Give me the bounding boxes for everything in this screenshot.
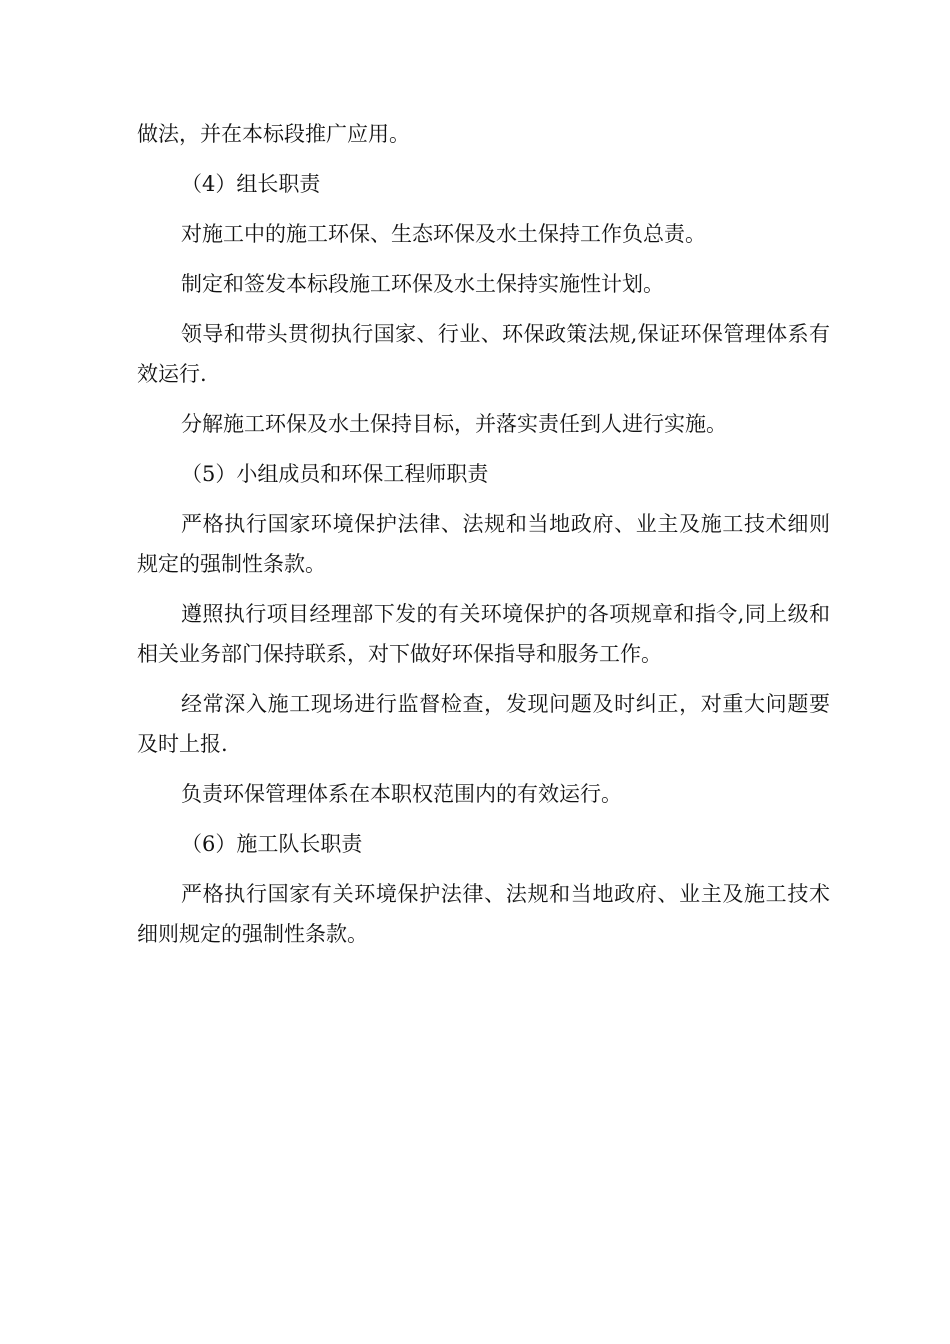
paragraph: 遵照执行项目经理部下发的有关环境保护的各项规章和指令,同上级和相关业务部门保持联系，对下做好环保指导和服务工作。 (137, 602, 830, 666)
paragraph-continuation: 做法，并在本标段推广应用。 (137, 122, 410, 146)
section-heading-4: （4）组长职责 (181, 172, 321, 196)
paragraph: 负责环保管理体系在本职权范围内的有效运行。 (181, 782, 622, 806)
section-heading-6: （6）施工队长职责 (181, 832, 363, 856)
paragraph: 严格执行国家有关环境保护法律、法规和当地政府、业主及施工技术细则规定的强制性条款。 (137, 882, 830, 946)
paragraph: 分解施工环保及水土保持目标，并落实责任到人进行实施。 (181, 412, 727, 436)
paragraph: 制定和签发本标段施工环保及水土保持实施性计划。 (181, 272, 664, 296)
section-heading-5: （5）小组成员和环保工程师职责 (181, 462, 489, 486)
paragraph: 经常深入施工现场进行监督检查，发现问题及时纠正，对重大问题要及时上报. (137, 692, 830, 756)
paragraph: 对施工中的施工环保、生态环保及水土保持工作负总责。 (181, 222, 706, 246)
paragraph: 领导和带头贯彻执行国家、行业、环保政策法规,保证环保管理体系有效运行. (137, 322, 830, 386)
document-body (137, 114, 830, 954)
paragraph: 严格执行国家环境保护法律、法规和当地政府、业主及施工技术细则规定的强制性条款。 (137, 512, 830, 576)
